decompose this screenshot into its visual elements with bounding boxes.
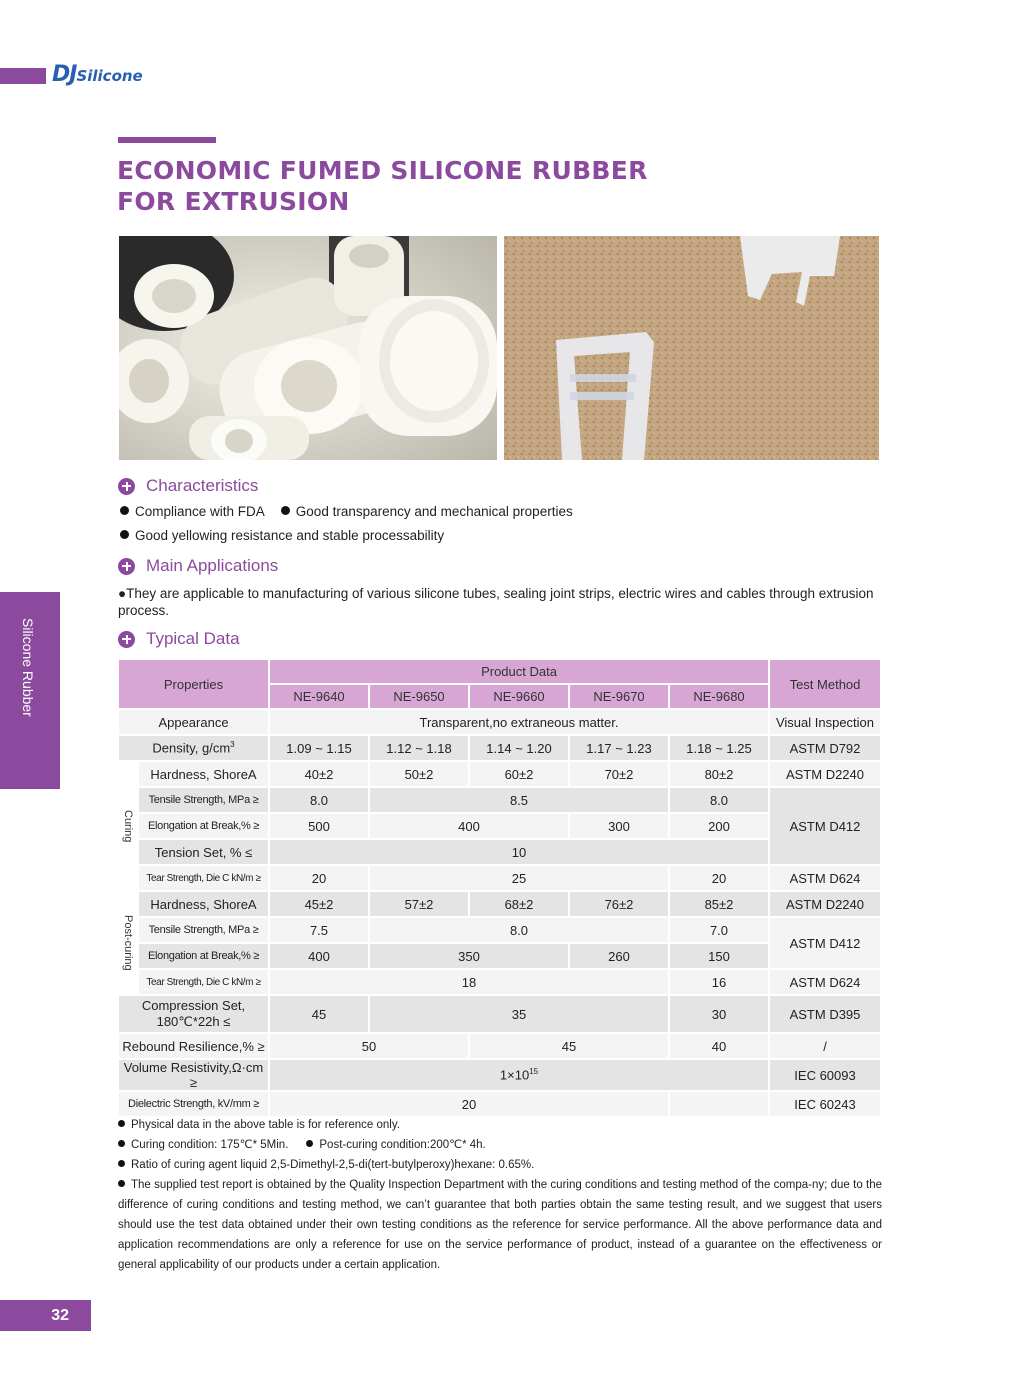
logo-accent-bar [0, 68, 46, 84]
table-row: Tensile Strength, MPa ≥ 8.0 8.5 8.0 ASTM D412 [118, 787, 881, 813]
notes [118, 1115, 882, 1275]
header-product-data: Product Data [269, 659, 769, 684]
sealing-strips-photo [504, 236, 879, 460]
typical-data-heading: Typical Data [118, 629, 240, 649]
table-row: Elongation at Break,% ≥ 500 400 300 200 [118, 813, 881, 839]
bullet-icon [118, 1180, 125, 1187]
side-tab-label: Silicone Rubber [20, 618, 36, 717]
header-grade: NE-9670 [569, 684, 669, 709]
table-row: Density, $g/cm^3$ 1.09 ~ 1.15 1.12 ~ 1.18 1.14 ~ 1.20 1.17 ~ 1.23 1.18 ~ 1.25 ASTM D792 [118, 735, 881, 761]
table-row: Dielectric Strength, kV/mm ≥ 20 IEC 60243 [118, 1091, 881, 1117]
typical-data-table [117, 658, 882, 1118]
table-row: Compression Set, 180℃*22h ≤ 45 35 30 ASTM D395 [118, 995, 881, 1033]
header-grade: NE-9680 [669, 684, 769, 709]
note-item: Physical data in the above table is for reference only. [118, 1115, 882, 1135]
table-row: Rebound Resilience,% ≥ 50 45 40 / [118, 1033, 881, 1059]
brand-logo: DJSilicone [52, 62, 143, 87]
post-curing-group-label: Post-curing [118, 891, 138, 995]
note-item: Curing condition: 175℃* 5Min. Post-curing condition:200℃* 4h. [118, 1135, 882, 1155]
table-row: Curing Hardness, ShoreA 40±2 50±2 60±2 70±2 80±2 ASTM D2240 [118, 761, 881, 787]
table-row: Elongation at Break,% ≥ 400 350 260 150 [118, 943, 881, 969]
plus-circle-icon [118, 558, 135, 575]
plus-circle-icon [118, 631, 135, 648]
page-number: 32 [0, 1300, 91, 1331]
header-grade: NE-9640 [269, 684, 369, 709]
note-item: The supplied test report is obtained by the Quality Inspection Department with the curing conditions and testing method of the compa-ny; due to the difference of curing conditions and testing method, we can’t guarantee that both parties obtain the same testing result, and we suggest that users should use the test data obtained under their own testing conditions as the reference for service performance. All the above performance data and application recommendations are only a reference for use on the service performance of product, instead of a guarantee on the effectiveness or general applicability of our products under a certain application. [118, 1179, 882, 1271]
bullet-icon [120, 530, 129, 539]
bullet-icon [118, 1140, 125, 1147]
table-row: Tear Strength, Die C kN/m ≥ 20 25 20 ASTM D624 [118, 865, 881, 891]
bullet-icon [118, 1120, 125, 1127]
table-row: Post-curing Hardness, ShoreA 45±2 57±2 68±2 76±2 85±2 ASTM D2240 [118, 891, 881, 917]
applications-text: ●They are applicable to manufacturing of various silicone tubes, sealing joint strips, electric wires and cables through extrusion process. [118, 586, 874, 618]
page-title: ECONOMIC FUMED SILICONE RUBBER FOR EXTRUSION [117, 156, 648, 216]
bullet-icon [281, 506, 290, 515]
table-row: Tensile Strength, MPa ≥ 7.5 8.0 7.0 ASTM D412 [118, 917, 881, 943]
characteristics-line-1: Compliance with FDA Good transparency and mechanical properties [120, 504, 573, 519]
silicone-tubes-photo [119, 236, 497, 460]
bullet-icon [118, 1160, 125, 1167]
table-row: Tension Set, % ≤ 10 [118, 839, 881, 865]
header-properties: Properties [118, 659, 269, 709]
curing-group-label: Curing [118, 761, 138, 891]
table-row: Volume Resistivity,Ω·cm ≥ $1\times 10^{15}$ IEC 60093 [118, 1059, 881, 1091]
header-test-method: Test Method [769, 659, 881, 709]
note-item: Ratio of curing agent liquid 2,5-Dimethyl-2,5-di(tert-butylperoxy)hexane: 0.65%. [118, 1155, 882, 1175]
table-row: Tear Strength, Die C kN/m ≥ 18 16 ASTM D624 [118, 969, 881, 995]
header-grade: NE-9650 [369, 684, 469, 709]
title-accent-bar [118, 137, 216, 143]
characteristics-heading: Characteristics [118, 476, 258, 496]
table-row: Appearance Transparent,no extraneous matter. Visual Inspection [118, 709, 881, 735]
applications-heading: Main Applications [118, 556, 278, 576]
bullet-icon [120, 506, 129, 515]
bullet-icon [306, 1140, 313, 1147]
characteristics-line-2: Good yellowing resistance and stable processability [120, 528, 444, 543]
header-grade: NE-9660 [469, 684, 569, 709]
plus-circle-icon [118, 478, 135, 495]
